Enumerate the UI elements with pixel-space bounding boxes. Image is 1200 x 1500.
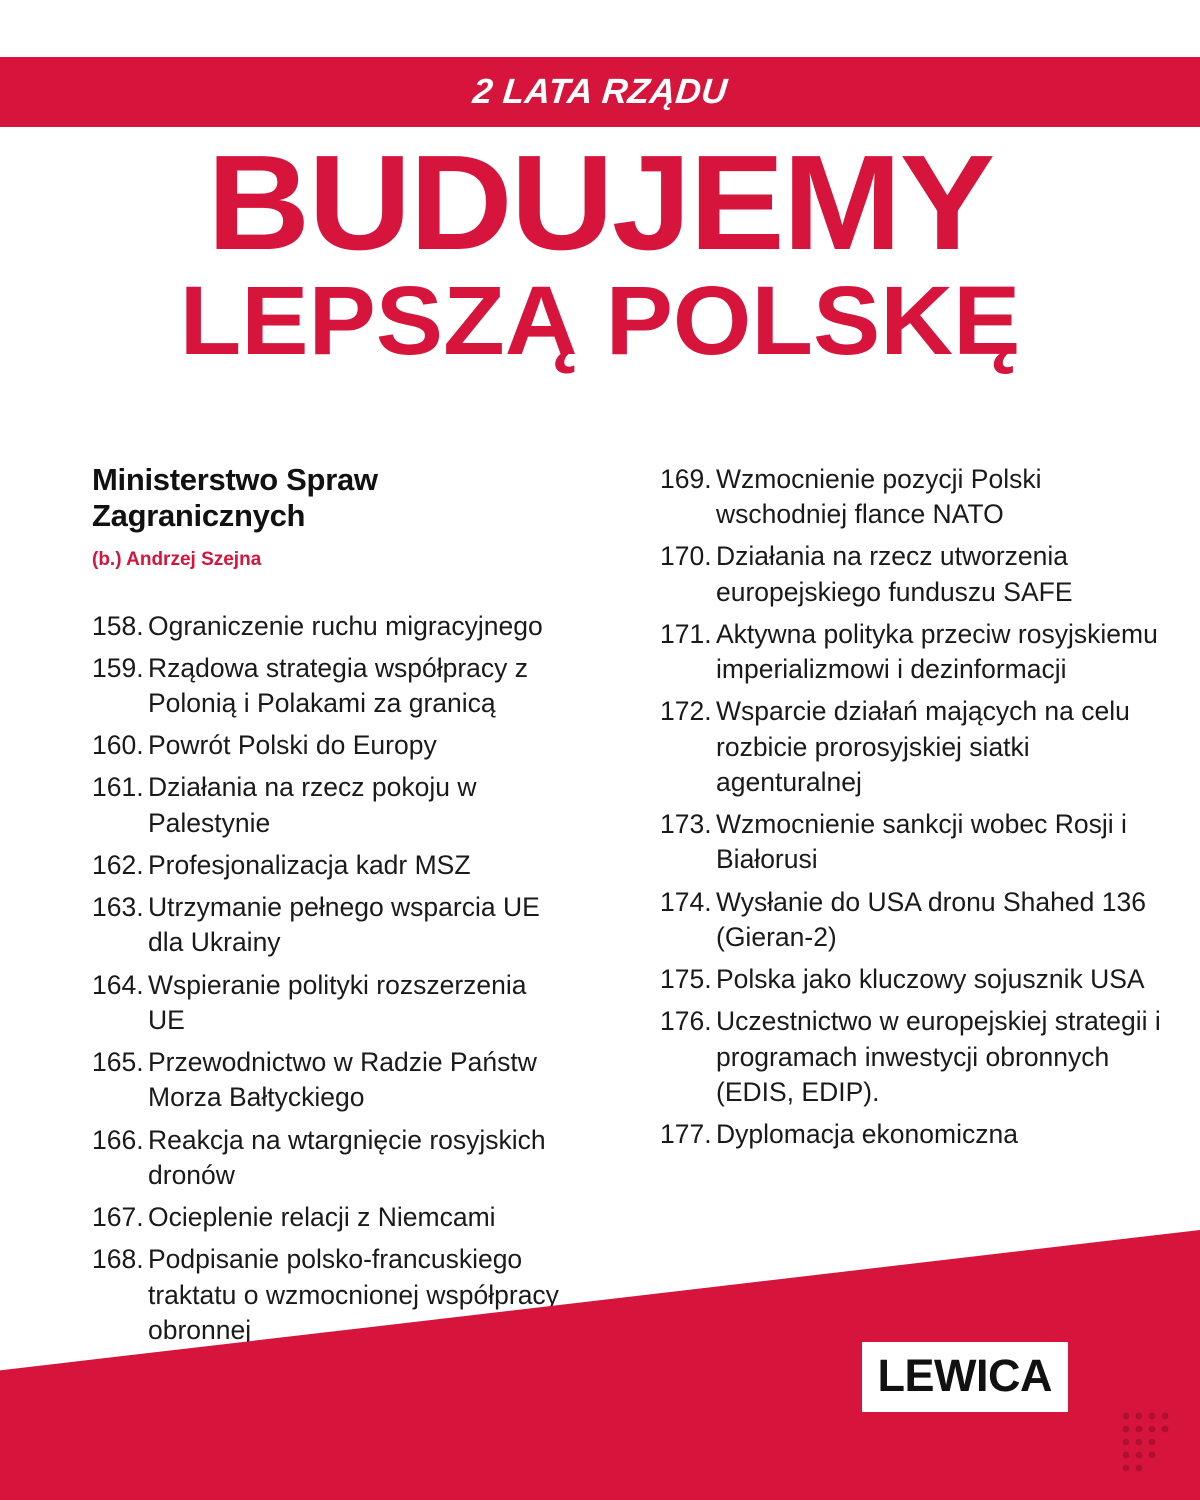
item-text: Wspieranie polityki rozszerzenia UE [148,969,527,1035]
list-item [92,728,570,763]
item-number: 164. [92,969,144,1000]
list-item [92,1123,570,1193]
list-item [660,885,1172,955]
list-item [660,617,1172,687]
item-text: Reakcja na wtargnięcie rosyjskich dronów [148,1124,546,1190]
list-item [660,1117,1172,1152]
list-item [92,1045,570,1115]
item-text: Wzmocnienie pozycji Polski wschodniej flance NATO [716,464,1042,530]
item-number: 177. [660,1118,712,1149]
item-text: Wysłanie do USA dronu Shahed 136 (Gieran-2) [716,886,1146,952]
headline-line-1: BUDUJEMY [206,127,994,278]
item-text: Rządowa strategia współpracy z Polonią i Polakami za granicą [148,652,529,718]
list-item [92,848,570,883]
item-text: Polska jako kluczowy sojusznik USA [716,964,1145,995]
lewica-logo [862,1342,1068,1412]
item-number: 176. [660,1006,712,1037]
item-text: Aktywna polityka przeciw rosyjskiemu imperializmowi i dezinformacji [716,618,1158,685]
list-item [660,807,1172,877]
list-item [92,651,570,721]
item-number: 160. [92,730,144,761]
item-number: 175. [660,964,712,995]
list-item [92,968,570,1038]
top-banner [0,57,1200,127]
item-number: 174. [660,886,712,917]
item-text: Podpisanie polsko-francuskiego traktatu o wzmocnionej współpracy obronnej [148,1244,559,1345]
item-text: Utrzymanie pełnego wsparcia UE dla Ukrainy [148,892,540,958]
item-number: 161. [92,772,144,803]
item-text: Powrót Polski do Europy [148,730,437,761]
item-text: Uczestnictwo w europejskiej strategii i programach inwestycji obronnych (EDIS, EDIP). [716,1006,1161,1107]
list-item [92,890,570,960]
right-column [570,462,1200,1355]
headline [0,127,1200,375]
right-item-list [660,462,1172,1152]
item-text: Ocieplenie relacji z Niemcami [148,1202,496,1233]
item-text: Dyplomacja ekonomiczna [716,1118,1018,1149]
headline-line-2: LEPSZĄ POLSKĘ [179,265,1021,375]
item-text: Profesjonalizacja kadr MSZ [148,849,471,880]
item-number: 170. [660,541,712,572]
item-text: Działania na rzecz pokoju w Palestynie [148,772,477,838]
list-item [660,539,1172,609]
item-number: 162. [92,849,144,880]
item-text: Wsparcie działań mających na celu rozbicie prorosyjskiej siatki agenturalnej [716,696,1130,797]
item-number: 158. [92,610,144,641]
item-number: 168. [92,1244,144,1275]
list-item [92,1200,570,1235]
item-number: 173. [660,809,712,840]
item-number: 159. [92,652,144,683]
item-text: Wzmocnienie sankcji wobec Rosji i Białorusi [716,809,1127,875]
banner-label: 2 LATA RZĄDU [470,72,730,111]
list-item [92,770,570,840]
left-item-list [92,609,570,1348]
item-number: 167. [92,1202,144,1233]
left-column [0,462,570,1355]
item-number: 165. [92,1047,144,1078]
item-number: 163. [92,892,144,923]
list-item [660,962,1172,997]
list-item [660,694,1172,800]
dot-grid-decoration [1120,1410,1176,1478]
item-number: 171. [660,618,712,649]
list-item [92,609,570,644]
item-text: Działania na rzecz utworzenia europejskiego funduszu SAFE [716,541,1073,607]
logo-text: LEWICA [877,1350,1052,1401]
item-text: Przewodnictwo w Radzie Państw Morza Bałtyckiego [148,1047,537,1113]
item-number: 169. [660,464,712,494]
list-item [660,462,1172,532]
content-columns [0,462,1200,1355]
item-number: 172. [660,696,712,727]
list-item [660,1004,1172,1110]
minister-name: (b.) Andrzej Szejna [92,548,262,570]
ministry-name: Ministerstwo Spraw Zagranicznych [92,462,378,534]
item-number: 166. [92,1124,144,1155]
item-text: Ograniczenie ruchu migracyjnego [148,610,543,641]
